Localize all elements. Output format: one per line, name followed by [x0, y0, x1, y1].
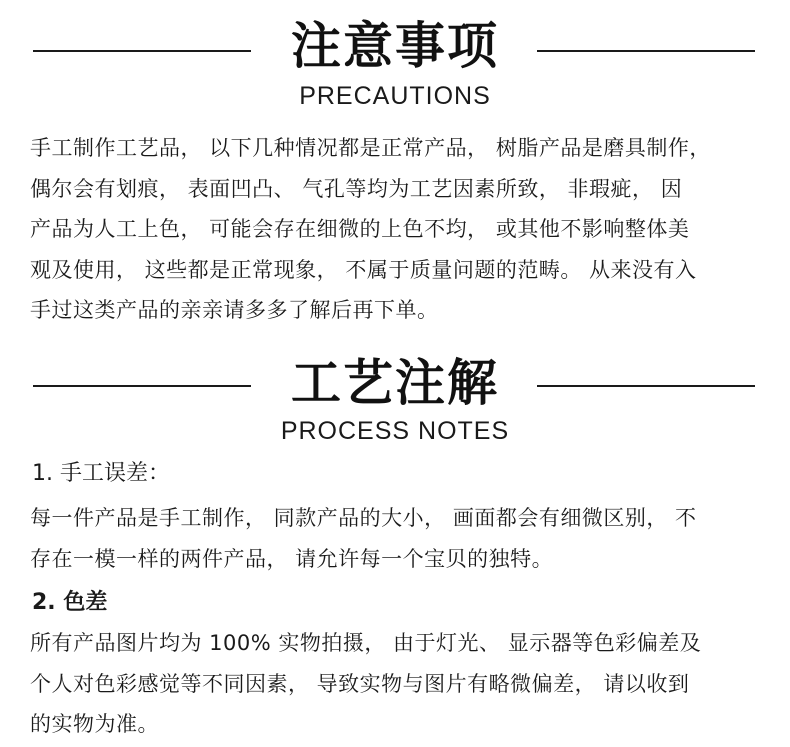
paragraph-line: 存在一模一样的两件产品， 请允许每一个宝贝的独特。: [30, 546, 554, 571]
precautions-paragraph: [30, 128, 770, 331]
paragraph-line: 产品为人工上色， 可能会存在细微的上色不均， 或其他不影响整体美: [30, 217, 690, 241]
item-paragraph: [30, 623, 770, 745]
item-paragraph: [30, 498, 770, 579]
section-title: 注意事项: [291, 17, 499, 75]
paragraph-line: 个人对色彩感觉等不同因素， 导致实物与图片有略微偏差， 请以收到: [30, 671, 690, 696]
paragraph-line: 偶尔会有划痕， 表面凹凸、 气孔等均为工艺因素所致， 非瑕疵， 因: [30, 176, 683, 201]
paragraph-line: 手工制作工艺品， 以下几种情况都是正常产品， 树脂产品是磨具制作，: [30, 136, 711, 160]
paragraph-line: 手过这类产品的亲亲请多多了解后再下单。: [30, 298, 439, 322]
item-heading: 2. 色差: [32, 590, 108, 615]
item-heading: 1. 手工误差：: [32, 461, 170, 486]
paragraph-line: 每一件产品是手工制作， 同款产品的大小， 画面都会有细微区别， 不: [30, 506, 697, 530]
paragraph-line: 所有产品图片均为 100% 实物拍摄， 由于灯光、 显示器等色彩偏差及: [30, 631, 702, 655]
paragraph-line: 的实物为准。: [30, 712, 159, 736]
paragraph-line: 观及使用， 这些都是正常现象， 不属于质量问题的范畴。 从来没有入: [30, 257, 697, 282]
section-subtitle: PROCESS NOTES: [280, 417, 510, 445]
section-title: 工艺注解: [291, 354, 499, 412]
section-subtitle: PRECAUTIONS: [299, 82, 491, 110]
